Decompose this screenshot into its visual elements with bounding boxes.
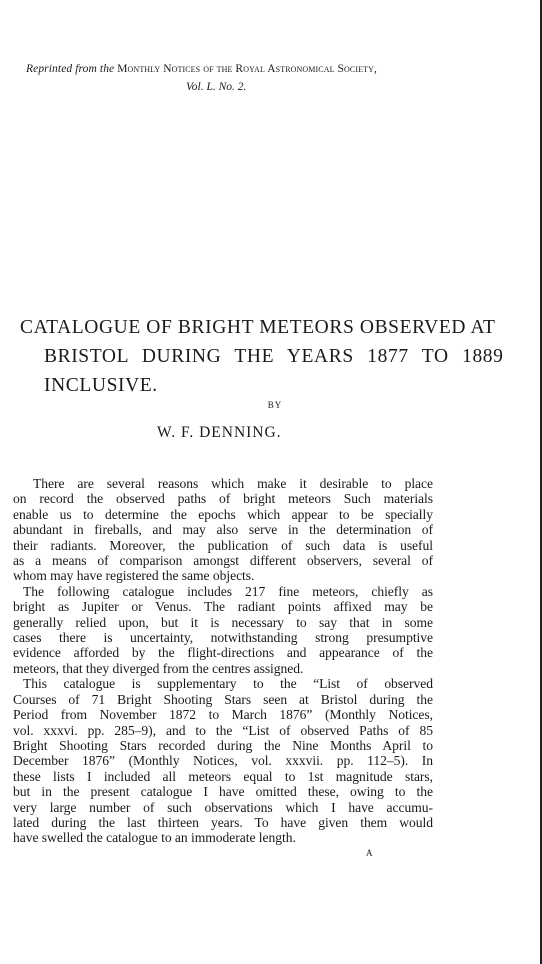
body-text xyxy=(13,476,433,846)
text-line: very large number of such observations which I have accumu- xyxy=(13,799,433,815)
journal-name: Monthly Notices of the Royal Astronomical Society, xyxy=(117,63,377,75)
text-line: cases there is uncertainty, notwithstanding strong presumptive xyxy=(13,630,433,646)
text-line: December 1876” (Monthly Notices, vol. xxxvii. pp. 112–5). In xyxy=(13,753,433,769)
text-line: meteors, that they diverged from the centres assigned. xyxy=(13,660,304,676)
reprint-lead: Reprinted from the xyxy=(26,63,115,75)
text-line: bright as Jupiter or Venus. The radiant points affixed may be xyxy=(13,599,433,615)
text-line: have swelled the catalogue to an immoderate length. xyxy=(13,830,296,846)
text-line: This catalogue is supplementary to the “List of observed xyxy=(23,676,433,692)
text-line: lated during the last thirteen years. To have given them would xyxy=(13,814,433,830)
text-line: but in the present catalogue I have omitted these, owing to the xyxy=(13,784,433,800)
text-line: these lists I included all meteors equal to 1st magnitude stars, xyxy=(13,768,433,784)
text-line: abundant in fireballs, and may also serve in the determination of xyxy=(13,522,433,538)
text-line: on record the observed paths of bright meteors Such materials xyxy=(13,491,433,507)
text-line: There are several reasons which make it desirable to place xyxy=(33,476,433,491)
reprint-notice xyxy=(26,62,516,76)
text-line: as a means of comparison amongst different observers, several of xyxy=(13,553,433,569)
text-line: Bright Shooting Stars recorded during the Nine Months April to xyxy=(13,737,433,753)
by-label: BY xyxy=(267,400,283,410)
paper-title xyxy=(18,313,518,400)
text-line: The following catalogue includes 217 fine meteors, chiefly as xyxy=(23,583,433,599)
signature-mark: A xyxy=(366,848,373,858)
text-line: enable us to determine the epochs which appear to be specially xyxy=(13,506,433,522)
text-line: generally relied upon, but it is necessary to say that in some xyxy=(13,614,433,630)
title-line-1: CATALOGUE OF BRIGHT METEORS OBSERVED AT xyxy=(20,317,496,338)
text-line: whom may have registered the same objects. xyxy=(13,568,255,584)
title-line-3: INCLUSIVE. xyxy=(44,375,158,396)
volume-number: Vol. L. No. 2. xyxy=(186,81,247,93)
title-line-2: BRISTOL DURING THE YEARS 1877 TO 1889 xyxy=(44,346,504,367)
text-line: their radiants. Moreover, the publication of such data is useful xyxy=(13,537,433,553)
text-line: evidence afforded by the flight-directions and appearance of the xyxy=(13,645,433,661)
author-name: W. F. DENNING. xyxy=(157,424,282,441)
text-line: Courses of 71 Bright Shooting Stars seen at Bristol during the xyxy=(13,691,433,707)
text-line: Period from November 1872 to March 1876” (Monthly Notices, xyxy=(13,707,433,723)
text-line: vol. xxxvi. pp. 285–9), and to the “List of observed Paths of 85 xyxy=(13,722,433,738)
